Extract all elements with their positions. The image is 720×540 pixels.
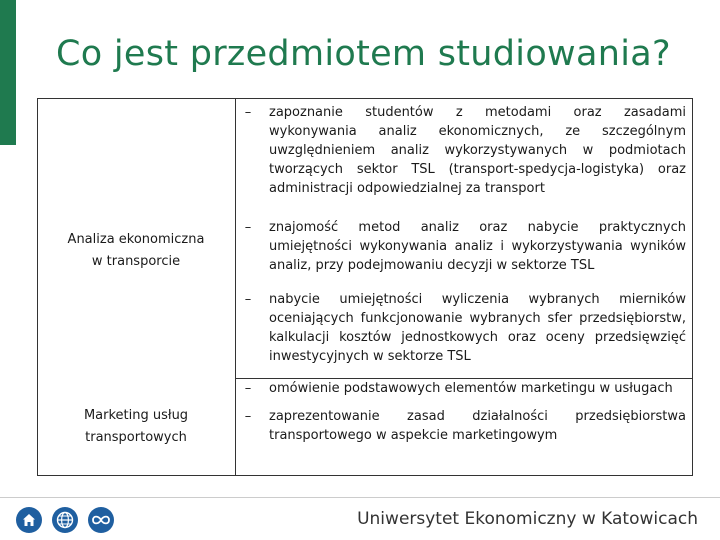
- subject-line: Analiza ekonomiczna: [67, 232, 205, 247]
- list-item-text: zapoznanie studentów z metodami oraz zasadami wykonywania analiz ekonomicznych, ze szczególnym uwzględnieniem analiz wykorzystywanych w podmiotach tworzących sektor TSL (transport-spedycja-logistyka) oraz administracji odpowiedzialnej za transport: [269, 105, 686, 196]
- dash-bullet: –: [244, 409, 252, 424]
- list-item: [240, 103, 686, 198]
- table-column-divider: [235, 98, 236, 476]
- list-item-text: omówienie podstawowych elementów marketingu w usługach: [269, 381, 673, 396]
- university-name: Uniwersytet Ekonomiczny w Katowicach: [357, 509, 698, 529]
- infinity-icon[interactable]: [88, 507, 114, 533]
- slide-title: Co jest przedmiotem studiowania?: [56, 34, 671, 74]
- list-item-text: znajomość metod analiz oraz nabycie praktycznych umiejętności wykonywania analiz i wykorzystywania wyników analiz, przy podejmowaniu decyzji w sektorze TSL: [269, 220, 686, 273]
- subject-line: Marketing usług: [83, 408, 189, 423]
- subject-line: w transporcie: [91, 254, 181, 269]
- dash-bullet: –: [244, 220, 252, 235]
- globe-icon[interactable]: [52, 507, 78, 533]
- list-item-text: nabycie umiejętności wyliczenia wybranych mierników oceniających funkcjonowanie wybranych sfer przedsiębiorstw, kalkulacji kosztów jednostkowych oraz oceny przedsięwzięć inwestycyjnych w sektorze TSL: [269, 292, 686, 364]
- subject-cell-analysis: [40, 229, 232, 273]
- accent-bar: [0, 0, 16, 145]
- footer-divider: [0, 497, 720, 498]
- home-icon[interactable]: [16, 507, 42, 533]
- list-item-text: zaprezentowanie zasad działalności przedsiębiorstwa transportowego w aspekcie marketingowym: [269, 409, 686, 443]
- list-item: [240, 407, 686, 445]
- subject-line: transportowych: [85, 430, 187, 445]
- footer-icons: [16, 507, 114, 535]
- list-item: [240, 218, 686, 275]
- dash-bullet: –: [244, 381, 252, 396]
- dash-bullet: –: [244, 105, 252, 120]
- subject-cell-marketing: [40, 405, 232, 449]
- dash-bullet: –: [244, 292, 252, 307]
- list-item: [240, 290, 686, 366]
- list-item: [240, 379, 686, 398]
